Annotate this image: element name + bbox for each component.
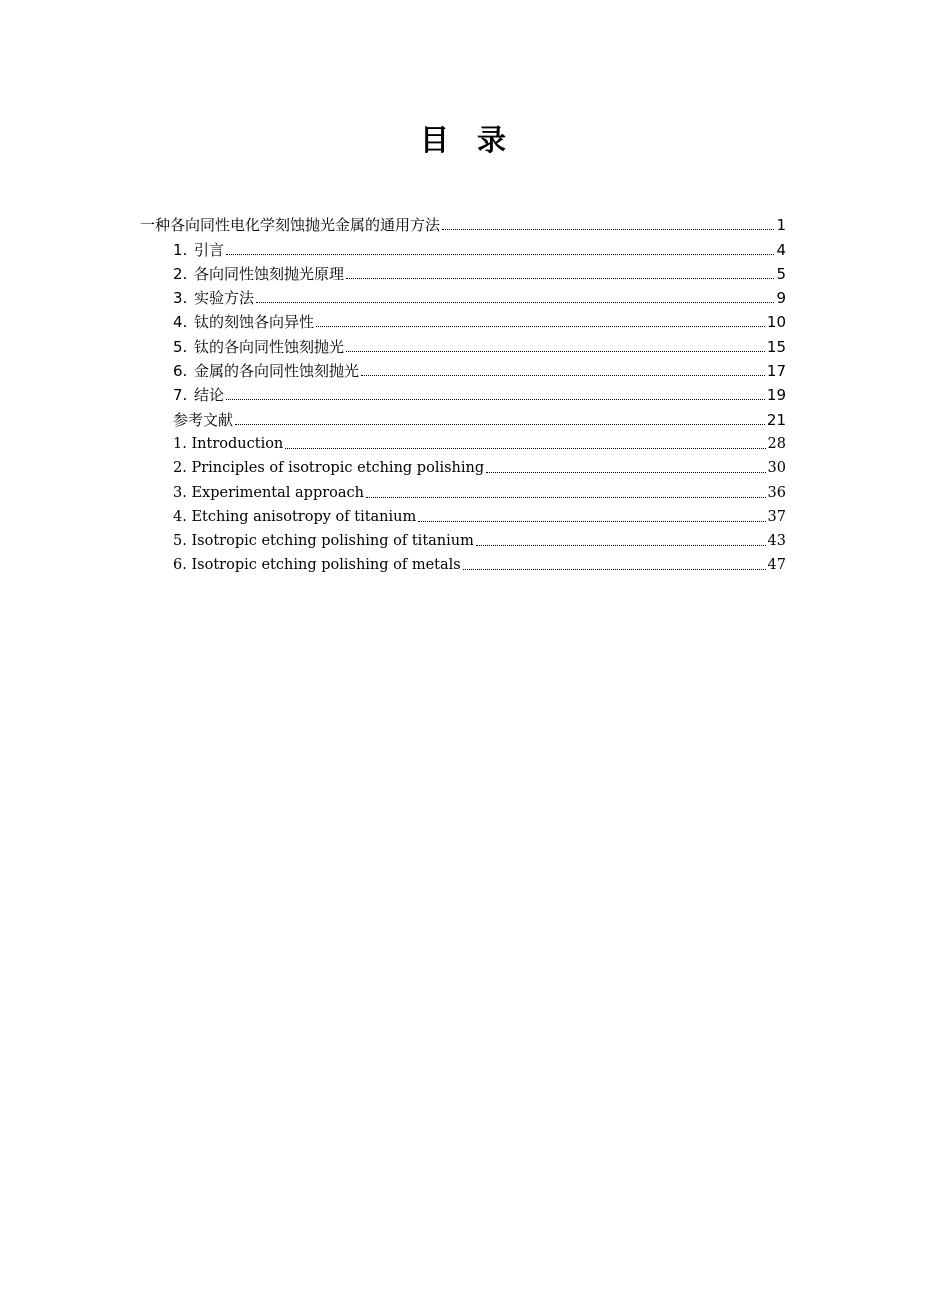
toc-entry-number: 7. — [173, 386, 188, 405]
toc-leader-dots — [346, 278, 774, 279]
toc-entry-text: 各向同性蚀刻抛光原理 — [194, 264, 345, 283]
toc-entry-title — [173, 556, 461, 574]
toc-entry[interactable] — [140, 307, 786, 331]
table-of-contents — [140, 210, 786, 574]
toc-entry[interactable] — [140, 477, 786, 501]
toc-entry-text: 6. Isotropic etching polishing of metals — [173, 557, 461, 574]
toc-entry-number: 4. — [173, 313, 188, 332]
toc-entry-text: 4. Etching anisotropy of titanium — [173, 508, 417, 525]
toc-entry-page-number: 30 — [767, 460, 786, 477]
toc-entry-page-number: 5 — [776, 264, 786, 283]
toc-entry[interactable] — [140, 380, 786, 404]
toc-entry[interactable] — [140, 356, 786, 380]
toc-leader-dots — [486, 472, 765, 473]
toc-entry-text: 1. Introduction — [173, 435, 284, 452]
toc-leader-dots — [476, 545, 766, 546]
toc-leader-dots — [346, 351, 765, 352]
toc-entry-page-number: 4 — [776, 240, 786, 259]
toc-entry-page-number: 19 — [766, 386, 786, 405]
toc-entry[interactable] — [140, 526, 786, 550]
toc-entry-page-number: 28 — [767, 435, 786, 452]
toc-entry-title — [173, 386, 224, 404]
toc-entry-page-number: 1 — [776, 216, 786, 235]
toc-entry-page-number: 9 — [776, 289, 786, 308]
toc-entry[interactable] — [140, 502, 786, 526]
toc-entry-number: 5. — [173, 337, 188, 356]
toc-entry-title — [173, 313, 314, 331]
toc-entry-number: 6. — [173, 362, 188, 381]
toc-entry-page-number: 17 — [766, 362, 786, 381]
toc-entry-number: 2. — [173, 264, 188, 283]
toc-leader-dots — [235, 424, 765, 425]
toc-entry-page-number: 15 — [766, 337, 786, 356]
toc-entry-title — [173, 508, 416, 526]
page-title — [0, 118, 926, 159]
toc-entry-text: 3. Experimental approach — [173, 484, 364, 501]
toc-entry-text: 钛的各向同性蚀刻抛光 — [194, 337, 345, 356]
toc-entry-page-number: 43 — [767, 533, 786, 550]
toc-leader-dots — [361, 375, 765, 376]
toc-entry-title — [173, 265, 344, 283]
toc-entry[interactable] — [140, 331, 786, 355]
toc-entry-text: 一种各向同性电化学刻蚀抛光金属的通用方法 — [140, 216, 441, 235]
page-title-char: 目 — [419, 123, 449, 157]
toc-entry-title — [173, 411, 233, 429]
toc-entry-title — [173, 362, 359, 380]
toc-leader-dots — [256, 302, 774, 303]
toc-entry-page-number: 21 — [766, 410, 786, 429]
toc-entry-title — [173, 338, 344, 356]
toc-entry-page-number: 10 — [766, 313, 786, 332]
toc-leader-dots — [418, 521, 765, 522]
page-title-char: 录 — [477, 123, 507, 157]
toc-leader-dots — [226, 399, 765, 400]
toc-entry-text: 实验方法 — [194, 289, 255, 308]
toc-entry[interactable] — [140, 429, 786, 453]
toc-entry[interactable] — [140, 550, 786, 574]
toc-entry-page-number: 37 — [767, 508, 786, 525]
toc-entry[interactable] — [140, 283, 786, 307]
toc-entry-title — [173, 484, 364, 502]
toc-entry-page-number: 36 — [767, 484, 786, 501]
toc-leader-dots — [316, 326, 765, 327]
toc-entry-text: 金属的各向同性蚀刻抛光 — [194, 362, 360, 381]
toc-entry-text: 参考文献 — [173, 410, 234, 429]
toc-entry-number: 1. — [173, 240, 188, 259]
toc-entry-title — [173, 532, 474, 550]
toc-leader-dots — [463, 569, 766, 570]
toc-leader-dots — [442, 229, 774, 230]
toc-leader-dots — [226, 254, 774, 255]
toc-entry-text: 2. Principles of isotropic etching polishing — [173, 460, 485, 477]
toc-leader-dots — [285, 448, 765, 449]
toc-entry-title — [173, 435, 283, 453]
toc-entry-title — [173, 241, 224, 259]
toc-entry[interactable] — [140, 259, 786, 283]
toc-entry[interactable] — [140, 234, 786, 258]
toc-leader-dots — [366, 497, 766, 498]
toc-entry-text: 5. Isotropic etching polishing of titanium — [173, 533, 474, 550]
toc-entry[interactable] — [140, 210, 786, 234]
toc-entry-number: 3. — [173, 289, 188, 308]
toc-entry-text: 结论 — [194, 386, 225, 405]
toc-entry[interactable] — [140, 404, 786, 428]
toc-entry-title — [173, 289, 254, 307]
toc-entry-text: 引言 — [194, 240, 225, 259]
toc-entry[interactable] — [140, 453, 786, 477]
toc-entry-page-number: 47 — [767, 557, 786, 574]
toc-entry-title — [173, 459, 484, 477]
toc-entry-text: 钛的刻蚀各向异性 — [194, 313, 315, 332]
toc-entry-title — [140, 216, 440, 234]
